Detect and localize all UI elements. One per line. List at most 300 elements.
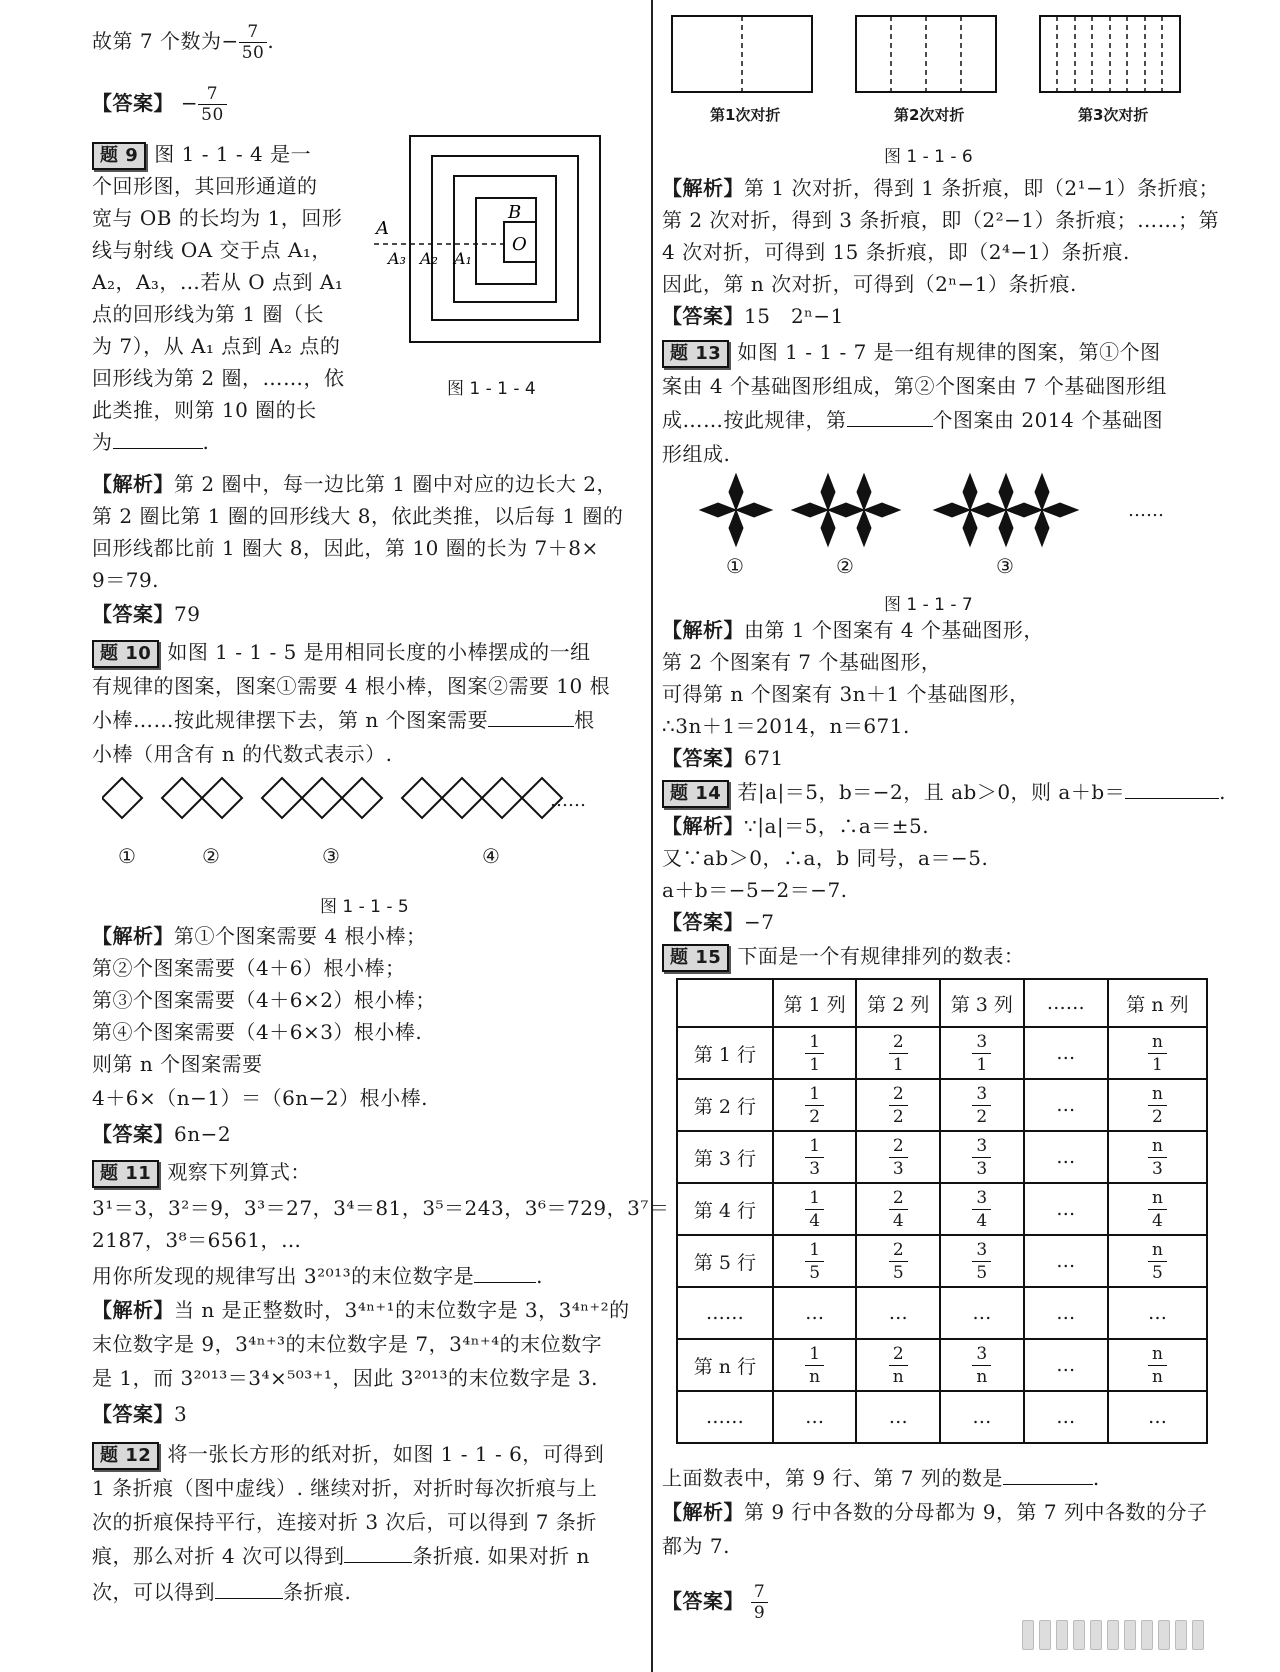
q15-analysis-1 — [662, 1500, 1207, 1524]
analysis-text: 第 2 圈中，每一边比第 1 圈中对应的边长大 2， — [174, 472, 617, 496]
numerator: n — [1148, 1343, 1167, 1366]
denominator: 50 — [201, 105, 224, 125]
q13-text: 成……按此规律，第 — [662, 408, 847, 432]
denominator: 3 — [1152, 1158, 1163, 1179]
answer-tag: 【答案】 — [92, 1402, 174, 1426]
table-cell — [1108, 1339, 1207, 1391]
denominator: 5 — [1152, 1262, 1163, 1283]
indicator-bar — [1073, 1620, 1085, 1650]
q13-text: 如图 1 - 1 - 7 是一组有规律的图案，第①个图 — [737, 340, 1161, 364]
fraction — [198, 84, 227, 125]
indicator-bar — [1039, 1620, 1051, 1650]
fraction — [889, 1239, 908, 1284]
pattern-label: ② — [202, 844, 220, 868]
q11-line-1 — [92, 1160, 311, 1188]
q9-line-3: 宽与 OB 的长均为 1，回形 — [92, 206, 343, 230]
label-a: A — [376, 218, 389, 239]
numerator: 2 — [889, 1239, 908, 1262]
q9-answer — [92, 602, 200, 626]
table-cell — [856, 1235, 940, 1287]
fraction — [972, 1343, 991, 1388]
answer-tag: 【答案】 — [662, 1589, 744, 1613]
q10-analysis-4: 第④个图案需要（4＋6×3）根小棒. — [92, 1020, 423, 1044]
q14-analysis-2: 又∵ab＞0，∴a，b 同号，a＝−5. — [662, 846, 989, 870]
table-cell — [773, 1183, 857, 1235]
numerator: 3 — [972, 1343, 991, 1366]
denominator: 4 — [976, 1210, 988, 1231]
answer-tag: 【答案】 — [662, 304, 744, 328]
indicator-bar — [1192, 1620, 1204, 1650]
fraction — [805, 1083, 824, 1128]
fraction — [1148, 1187, 1167, 1232]
q9-last-text: 为 — [92, 430, 113, 454]
table-cell — [773, 1027, 857, 1079]
denominator: 1 — [809, 1054, 821, 1075]
denominator: 9 — [753, 1603, 766, 1623]
q12-analysis-3: 4 次对折，可得到 15 条折痕，即（2⁴−1）条折痕. — [662, 240, 1130, 264]
denominator: 5 — [809, 1262, 821, 1283]
table-cell — [1108, 1079, 1207, 1131]
denominator: n — [976, 1366, 988, 1387]
q10-text: 小棒……按此规律摆下去，第 n 个图案需要 — [92, 708, 489, 732]
answer-value: −7 — [744, 910, 775, 934]
q10-line-4: 小棒（用含有 n 的代数式表示）. — [92, 742, 393, 766]
table-cell — [1108, 1027, 1207, 1079]
indicator-bar — [1090, 1620, 1102, 1650]
q12-text: 痕，那么对折 4 次可以得到 — [92, 1544, 345, 1568]
q11-analysis-2: 末位数字是 9，3⁴ⁿ⁺³的末位数字是 7，3⁴ⁿ⁺⁴的末位数字 — [92, 1332, 603, 1356]
numerator: 1 — [805, 1239, 824, 1262]
numerator: n — [1148, 1083, 1167, 1106]
table-cell: … — [1024, 1235, 1108, 1287]
answer-blank[interactable] — [488, 726, 574, 727]
denominator: 4 — [809, 1210, 821, 1231]
fraction — [1148, 1135, 1167, 1180]
fraction — [751, 1582, 768, 1623]
folding-figure — [670, 12, 1200, 102]
fraction — [1148, 1031, 1167, 1076]
q12-text-tail: 条折痕. — [283, 1580, 352, 1604]
numerator: n — [1148, 1031, 1167, 1054]
numerator: 1 — [805, 1031, 824, 1054]
row-label: 第 n 行 — [677, 1339, 773, 1391]
numerator: 7 — [198, 84, 227, 105]
numerator: 1 — [805, 1083, 824, 1106]
indicator-bar — [1158, 1620, 1170, 1650]
denominator: n — [809, 1366, 821, 1387]
q12-analysis-2: 第 2 次对折，得到 3 条折痕，即（2²−1）条折痕；……；第 — [662, 208, 1220, 232]
answer-value: 6n−2 — [174, 1122, 232, 1146]
q9-line-10: 为 . — [92, 430, 210, 454]
table-cell — [940, 1235, 1024, 1287]
q15-title: 下面是一个有规律排列的数表： — [737, 944, 1025, 968]
table-cell — [856, 1079, 940, 1131]
table-cell — [940, 1027, 1024, 1079]
numerator: 7 — [751, 1582, 768, 1603]
denominator: 2 — [1152, 1106, 1163, 1127]
table-cell — [1108, 1183, 1207, 1235]
denominator: 3 — [976, 1158, 988, 1179]
answer-blank[interactable] — [215, 1598, 283, 1599]
q13-answer — [662, 746, 784, 770]
row-label: 第 5 行 — [677, 1235, 773, 1287]
q13-analysis-1 — [662, 618, 1044, 642]
table-cell — [856, 1339, 940, 1391]
q11-line-4 — [92, 1264, 543, 1288]
q10-line-3 — [92, 708, 595, 732]
fraction — [889, 1083, 908, 1128]
numerator: 1 — [805, 1343, 824, 1366]
q11-line-2: 3¹＝3，3²＝9，3³＝27，3⁴＝81，3⁵＝243，3⁶＝729，3⁷＝ — [92, 1196, 670, 1220]
denominator: 5 — [976, 1262, 988, 1283]
question-number-badge: 题 14 — [662, 780, 729, 808]
denominator: n — [1151, 1366, 1163, 1387]
fraction — [972, 1239, 991, 1284]
q9-line-7: 为 7），从 A₁ 点到 A₂ 点的 — [92, 334, 341, 358]
table-cell: … — [773, 1391, 857, 1443]
q12-text-tail: 条折痕. 如果对折 n — [412, 1544, 590, 1568]
table-header-cell: …… — [1024, 979, 1108, 1027]
table-cell: … — [940, 1391, 1024, 1443]
q9-analysis-1 — [92, 472, 617, 496]
table-cell — [940, 1183, 1024, 1235]
analysis-text: 由第 1 个图案有 4 个基础图形， — [744, 618, 1044, 642]
analysis-text: 当 n 是正整数时，3⁴ⁿ⁺¹的末位数字是 3，3⁴ⁿ⁺²的 — [174, 1298, 630, 1322]
question-number-badge: 题 9 — [92, 142, 146, 170]
q10-analysis-5: 则第 n 个图案需要 — [92, 1052, 263, 1076]
q9-line-2: 个回形图，其回形通道的 — [92, 174, 318, 198]
answer-tag: 【答案】 — [662, 910, 744, 934]
q14-analysis-3: a＋b＝−5−2＝−7. — [662, 878, 848, 902]
table-cell: … — [1024, 1287, 1108, 1339]
table-row — [677, 1339, 1207, 1391]
answer-blank[interactable] — [1125, 798, 1219, 799]
answer-value: 3 — [174, 1402, 188, 1426]
fraction — [1148, 1239, 1167, 1284]
table-cell — [773, 1079, 857, 1131]
answer-blank[interactable] — [344, 1562, 412, 1563]
q8-answer — [92, 84, 227, 125]
q13-line-2: 案由 4 个基础图形组成，第②个图案由 7 个基础图形组 — [662, 374, 1167, 398]
fraction — [805, 1343, 824, 1388]
q8-conclusion-text: 故第 7 个数为− — [92, 29, 239, 53]
q9-analysis-2: 第 2 圈比第 1 圈的回形线大 8，依此类推，以后每 1 圈的 — [92, 504, 624, 528]
row-label: 第 3 行 — [677, 1131, 773, 1183]
q15-line-1 — [662, 944, 1024, 972]
table-header-cell: 第 2 列 — [856, 979, 940, 1027]
numerator: 2 — [889, 1343, 908, 1366]
answer-tag: 【答案】 — [662, 746, 744, 770]
fraction — [972, 1031, 991, 1076]
q14-text: 若|a|＝5，b＝−2，且 ab＞0，则 a＋b＝ — [737, 780, 1126, 804]
table-cell — [940, 1339, 1024, 1391]
answer-tag: 【答案】 — [92, 602, 174, 626]
q11-title: 观察下列算式： — [167, 1160, 311, 1184]
fraction — [239, 22, 268, 63]
row-label: 第 4 行 — [677, 1183, 773, 1235]
pattern-label: ③ — [322, 844, 340, 868]
denominator: 50 — [241, 43, 265, 63]
denominator: n — [892, 1366, 904, 1387]
q12-analysis-4: 因此，第 n 次对折，可得到（2ⁿ−1）条折痕. — [662, 272, 1077, 296]
q9-line-9: 此类推，则第 10 圈的长 — [92, 398, 317, 422]
analysis-tag: 【解析】 — [92, 1298, 174, 1322]
numerator: 1 — [805, 1135, 824, 1158]
figure-caption: 图 1 - 1 - 4 — [447, 379, 536, 399]
fraction — [1148, 1083, 1167, 1128]
q9-line-5: A₂，A₃，…若从 O 点到 A₁ — [92, 270, 344, 294]
q12-analysis-1 — [662, 176, 1219, 200]
figure-caption: 图 1 - 1 - 7 — [884, 595, 973, 615]
q11-text-tail: . — [536, 1264, 544, 1288]
pattern-label: ② — [836, 554, 854, 578]
table-header-cell: 第 1 列 — [773, 979, 857, 1027]
q10-analysis-3: 第③个图案需要（4＋6×2）根小棒； — [92, 988, 436, 1012]
q12-answer — [662, 304, 844, 328]
figure-caption: 图 1 - 1 - 6 — [884, 147, 973, 167]
label-a3: A₃ — [388, 249, 406, 268]
answer-blank[interactable] — [474, 1282, 536, 1283]
analysis-tag: 【解析】 — [662, 814, 744, 838]
label-b: B — [508, 202, 522, 223]
question-number-badge: 题 11 — [92, 1160, 159, 1188]
answer-value: 671 — [744, 746, 784, 770]
table-row — [677, 1287, 1207, 1339]
sticks-figure — [102, 770, 622, 840]
ellipsis: …… — [1128, 500, 1164, 521]
q10-analysis-2: 第②个图案需要（4＋6）根小棒； — [92, 956, 406, 980]
table-header-cell: 第 3 列 — [940, 979, 1024, 1027]
table-row — [677, 1391, 1207, 1443]
q11-line-3: 2187，3⁸＝6561，… — [92, 1228, 302, 1252]
q11-analysis-1 — [92, 1298, 630, 1322]
table-cell — [1108, 1131, 1207, 1183]
table-cell: … — [1024, 1339, 1108, 1391]
label-o: O — [512, 234, 527, 255]
fraction — [972, 1135, 991, 1180]
question-number-badge: 题 12 — [92, 1442, 159, 1470]
q9-text: 图 1 - 1 - 4 是一 — [154, 142, 312, 166]
table-cell: … — [773, 1287, 857, 1339]
q10-analysis-6: 4＋6×（n−1）＝（6n−2）根小棒. — [92, 1086, 429, 1110]
q8-conclusion: 故第 7 个数为− $\frac{7}{50}$ . — [92, 22, 275, 63]
indicator-bar — [1107, 1620, 1119, 1650]
table-row — [677, 1235, 1207, 1287]
answer-tag: 【答案】 — [92, 91, 174, 115]
q11-answer — [92, 1402, 187, 1426]
q11-text: 用你所发现的规律写出 3²⁰¹³的末位数字是 — [92, 1264, 475, 1288]
number-table — [676, 978, 1208, 1444]
q10-analysis-1 — [92, 924, 426, 948]
numerator: 3 — [972, 1135, 991, 1158]
q12-line-2: 1 条折痕（图中虚线）. 继续对折，对折时每次折痕与上 — [92, 1476, 598, 1500]
q13-line-1 — [662, 340, 1161, 368]
indicator-bar — [1175, 1620, 1187, 1650]
numerator: n — [1148, 1135, 1167, 1158]
analysis-text: 第①个图案需要 4 根小棒； — [174, 924, 427, 948]
label-a2: A₂ — [420, 249, 438, 268]
table-cell — [940, 1131, 1024, 1183]
row-label: …… — [677, 1287, 773, 1339]
denominator: 4 — [1152, 1210, 1163, 1231]
table-cell — [773, 1131, 857, 1183]
table-cell — [856, 1183, 940, 1235]
indicator-bar — [1056, 1620, 1068, 1650]
row-label: …… — [677, 1391, 773, 1443]
answer-value: 15 2ⁿ−1 — [744, 304, 844, 328]
q14-analysis-1 — [662, 814, 929, 838]
numerator: 3 — [972, 1031, 991, 1054]
q14-line-1 — [662, 780, 1226, 808]
answer-tag: 【答案】 — [92, 1122, 174, 1146]
table-cell — [773, 1339, 857, 1391]
q12-line-3: 次的折痕保持平行，连接对折 3 次后，可以得到 7 条折 — [92, 1510, 597, 1534]
denominator: 2 — [809, 1106, 821, 1127]
spiral-figure — [374, 132, 634, 352]
label-a1: A₁ — [454, 249, 472, 268]
table-cell — [1108, 1235, 1207, 1287]
fraction — [805, 1031, 824, 1076]
indicator-bar — [1141, 1620, 1153, 1650]
fold-label: 第2次对折 — [894, 106, 965, 124]
numerator: 3 — [972, 1187, 991, 1210]
table-cell: … — [1024, 1079, 1108, 1131]
table-cell: … — [856, 1391, 940, 1443]
row-label: 第 2 行 — [677, 1079, 773, 1131]
q10-line-2: 有规律的图案，图案①需要 4 根小棒，图案②需要 10 根 — [92, 674, 611, 698]
numerator: 2 — [889, 1031, 908, 1054]
numerator: n — [1148, 1239, 1167, 1262]
denominator: 4 — [892, 1210, 904, 1231]
q12-line-5 — [92, 1580, 351, 1604]
analysis-tag: 【解析】 — [662, 176, 744, 200]
analysis-tag: 【解析】 — [92, 924, 174, 948]
q14-answer — [662, 910, 774, 934]
answer-sign: − — [180, 91, 199, 115]
column-divider — [651, 0, 653, 1672]
figure-caption: 图 1 - 1 - 5 — [320, 897, 409, 917]
fraction — [889, 1187, 908, 1232]
q10-line-1 — [92, 640, 591, 668]
q13-text-tail: 个图案由 2014 个基础图 — [932, 408, 1164, 432]
indicator-bar — [1022, 1620, 1034, 1650]
fold-label: 第1次对折 — [710, 106, 781, 124]
fraction — [1148, 1343, 1167, 1388]
table-row — [677, 1079, 1207, 1131]
q15-question-tail: . — [1092, 1466, 1100, 1490]
answer-blank[interactable] — [1003, 1484, 1093, 1485]
q10-answer — [92, 1122, 231, 1146]
numerator: 2 — [889, 1187, 908, 1210]
q9-line-4: 线与射线 OA 交于点 A₁， — [92, 238, 332, 262]
table-cell: … — [1024, 1131, 1108, 1183]
fraction — [889, 1135, 908, 1180]
table-cell: … — [940, 1287, 1024, 1339]
question-number-badge: 题 15 — [662, 944, 729, 972]
q12-text: 次，可以得到 — [92, 1580, 215, 1604]
table-header-cell: 第 n 列 — [1108, 979, 1207, 1027]
denominator: 1 — [1152, 1054, 1163, 1075]
table-row — [677, 1183, 1207, 1235]
table-cell: … — [1108, 1391, 1207, 1443]
denominator: 2 — [892, 1106, 904, 1127]
numerator: 2 — [889, 1135, 908, 1158]
denominator: 2 — [976, 1106, 988, 1127]
table-cell: … — [1024, 1391, 1108, 1443]
q11-analysis-3: 是 1，而 3²⁰¹³＝3⁴×⁵⁰³⁺¹，因此 3²⁰¹³的末位数字是 3. — [92, 1366, 598, 1390]
table-cell — [940, 1079, 1024, 1131]
numerator: 3 — [972, 1239, 991, 1262]
table-cell: … — [1108, 1287, 1207, 1339]
analysis-tag: 【解析】 — [92, 472, 174, 496]
table-cell: … — [1024, 1027, 1108, 1079]
fraction — [805, 1187, 824, 1232]
fraction — [972, 1083, 991, 1128]
table-cell — [773, 1235, 857, 1287]
q9-line-6: 点的回形线为第 1 圈（长 — [92, 302, 324, 326]
q15-analysis-2: 都为 7. — [662, 1534, 730, 1558]
analysis-tag: 【解析】 — [662, 1500, 744, 1524]
indicator-bar — [1124, 1620, 1136, 1650]
q12-text: 将一张长方形的纸对折，如图 1 - 1 - 6，可得到 — [167, 1442, 605, 1466]
numerator: 2 — [889, 1083, 908, 1106]
answer-blank[interactable] — [113, 448, 203, 449]
q9-line-8: 回形线为第 2 圈，……，依 — [92, 366, 345, 390]
pattern-label: ④ — [482, 844, 500, 868]
pattern-label: ① — [726, 554, 744, 578]
table-cell — [856, 1027, 940, 1079]
question-number-badge: 题 13 — [662, 340, 729, 368]
row-label: 第 1 行 — [677, 1027, 773, 1079]
table-cell — [856, 1131, 940, 1183]
table-cell: … — [856, 1287, 940, 1339]
table-row — [677, 1027, 1207, 1079]
ellipsis: …… — [550, 790, 586, 811]
q9-line-1 — [92, 142, 311, 170]
numerator: 3 — [972, 1083, 991, 1106]
table-row — [677, 1131, 1207, 1183]
q13-analysis-3: 可得第 n 个图案有 3n＋1 个基础图形， — [662, 682, 1030, 706]
numerator: 7 — [239, 22, 268, 43]
q10-text: 如图 1 - 1 - 5 是用相同长度的小棒摆成的一组 — [167, 640, 591, 664]
table-header-row — [677, 979, 1207, 1027]
analysis-text: ∵|a|＝5，∴a＝±5. — [744, 814, 930, 838]
q10-text-tail: 根 — [574, 708, 595, 732]
q15-question — [662, 1466, 1100, 1490]
answer-blank[interactable] — [847, 426, 933, 427]
table-header-cell — [677, 979, 773, 1027]
answer-value: 79 — [174, 602, 201, 626]
q12-line-4 — [92, 1544, 590, 1568]
q14-text-tail: . — [1219, 780, 1226, 804]
analysis-tag: 【解析】 — [662, 618, 744, 642]
denominator: 5 — [892, 1262, 904, 1283]
page-scroll-indicator — [1022, 1620, 1204, 1650]
analysis-text: 第 1 次对折，得到 1 条折痕，即（2¹−1）条折痕； — [744, 176, 1220, 200]
pattern-label: ① — [118, 844, 136, 868]
denominator: 1 — [892, 1054, 904, 1075]
q13-line-3 — [662, 408, 1163, 432]
q15-answer — [662, 1582, 768, 1623]
analysis-text: 第 9 行中各数的分母都为 9，第 7 列中各数的分子 — [744, 1500, 1208, 1524]
denominator: 3 — [892, 1158, 904, 1179]
q12-line-1 — [92, 1442, 604, 1470]
pattern-label: ③ — [996, 554, 1014, 578]
diamond-figure — [696, 470, 1096, 550]
q15-question-text: 上面数表中，第 9 行、第 7 列的数是 — [662, 1466, 1003, 1490]
denominator: 1 — [976, 1054, 988, 1075]
denominator: 3 — [809, 1158, 821, 1179]
